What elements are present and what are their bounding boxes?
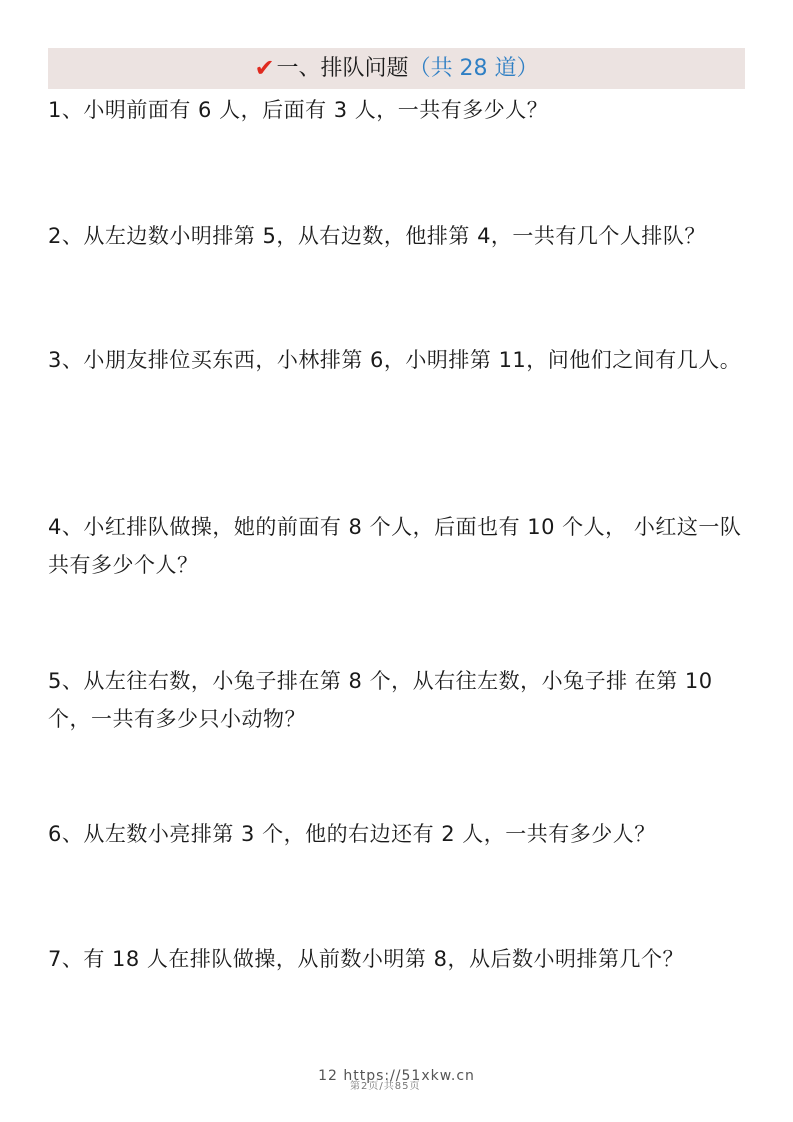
question-6: 6、从左数小亮排第 3 个，他的右边还有 2 人，一共有多少人？ <box>48 822 656 846</box>
checkmark-icon: ✔ <box>254 54 275 82</box>
section-header <box>48 48 745 89</box>
question-4: 4、小红排队做操，她的前面有 8 个人，后面也有 10 个人， 小红这一队共有多少个人？ <box>48 515 742 577</box>
page-footer <box>0 1068 793 1092</box>
question-7: 7、有 18 人在排队做操，从前数小明第 8，从后数小明排第几个？ <box>48 947 684 971</box>
question-3: 3、小朋友排位买东西，小林排第 6，小明排第 11，问他们之间有几人。 <box>48 348 742 372</box>
question-2: 2、从左边数小明排第 5，从右边数，他排第 4，一共有几个人排队？ <box>48 224 706 248</box>
question-count: （共 28 道） <box>408 56 539 81</box>
question-5: 5、从左往右数，小兔子排在第 8 个，从右往左数，小兔子排 在第 10 个，一共有多少只小动物？ <box>48 669 713 731</box>
section-title: 一、排队问题 <box>276 56 409 81</box>
page-number: 第2页/共85页 <box>350 1081 421 1092</box>
question-1: 1、小明前面有 6 人，后面有 3 人，一共有多少人？ <box>48 98 549 122</box>
footer-url: 12 https://51xkw.cn <box>318 1068 475 1084</box>
